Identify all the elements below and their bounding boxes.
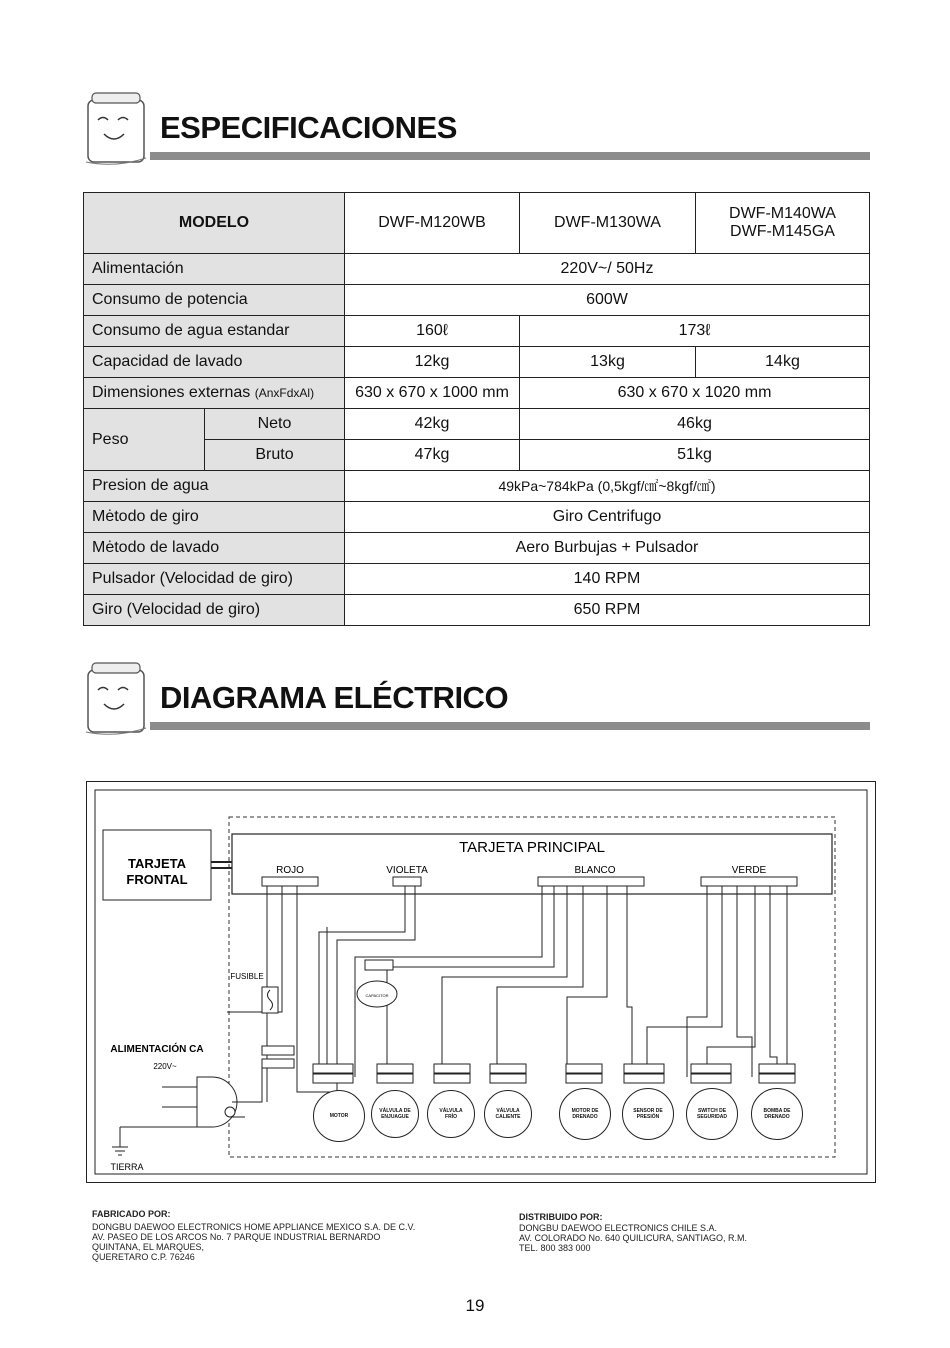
capacitor-label: CAPACITOR [365,993,389,998]
row-value: 14kg [696,347,870,378]
row-label: Consumo de agua estandar [84,316,345,347]
specs-divider [150,152,870,160]
component-label: SENSOR DE [633,1108,663,1114]
component-drain-motor [559,1088,611,1140]
table-row [84,316,870,347]
table-row [84,471,870,502]
row-label [84,378,345,409]
distributor-line: TEL. 800 383 000 [519,1243,591,1253]
row-label: Peso [84,409,205,471]
table-row [84,502,870,533]
fuse-label: FUSIBLE [230,972,264,981]
page-number: 19 [465,1296,485,1315]
specs-section-header [80,90,870,170]
manufacturer-line: DONGBU DAEWOO ELECTRONICS HOME APPLIANCE MEXICO S.A. DE C.V. [92,1222,416,1232]
table-row [84,533,870,564]
component-label: MOTOR DE [571,1108,599,1114]
row-value: Giro Centrifugo [345,502,870,533]
row-label: Alimentación [84,254,345,285]
row-label: Presion de agua [84,471,345,502]
component-motor [313,1090,365,1142]
component-label: VÁLVULA DE [379,1108,411,1114]
specs-table [83,192,870,626]
component-label: VÁLVULA [496,1108,520,1114]
manufacturer-line: QUERETARO C.P. 76246 [92,1252,195,1262]
row-value: 220V~/ 50Hz [345,254,870,285]
front-board-label: TARJETA [127,856,187,871]
row-label-text: Dimensiones externas [92,384,251,401]
model-name: DWF-M140WA [729,205,836,222]
power-label: ALIMENTACIÓN CA [110,1044,204,1055]
row-value: 140 RPM [345,564,870,595]
table-row [84,347,870,378]
distributor-info [519,1212,747,1253]
diagram-divider [150,722,870,730]
component-safety-switch [686,1088,738,1140]
model-cell: DWF-M120WB [345,193,520,254]
table-row [84,409,870,440]
row-label: Mėtodo de giro [84,502,345,533]
row-value: 630 x 670 x 1000 mm [345,378,520,409]
connector-label: VIOLETA [386,865,428,876]
ground-label: TIERRA [110,1162,144,1172]
washer-mascot-icon [82,90,150,166]
row-label: Consumo de potencia [84,285,345,316]
component-pressure-sensor [622,1088,674,1140]
row-sublabel: Neto [205,409,345,440]
diagram-title: DIAGRAMA ELÉCTRICO [160,680,509,715]
wiring-diagram [86,781,876,1183]
ground-icon [112,1127,128,1155]
table-row [84,595,870,626]
main-board-label: TARJETA PRINCIPAL [459,839,605,856]
component-label: PRESIÓN [636,1114,660,1120]
row-label: Capacidad de lavado [84,347,345,378]
model-name: DWF-M145GA [730,223,835,240]
row-value: 13kg [520,347,696,378]
row-value: 49kPa~784kPa (0,5kgf/㎠~8kgf/㎠) [345,471,870,502]
table-row [84,254,870,285]
row-value: 47kg [345,440,520,471]
table-row [84,564,870,595]
distributor-line: AV. COLORADO No. 640 QUILICURA, SANTIAGO, R.M. [519,1233,748,1243]
table-row [84,285,870,316]
distributor-line: DONGBU DAEWOO ELECTRONICS CHILE S.A. [519,1223,718,1233]
component-label: DRENADO [764,1114,790,1120]
specs-title: ESPECIFICACIONES [160,110,457,145]
connector-label: VERDE [731,865,767,876]
row-value: 650 RPM [345,595,870,626]
row-value: 630 x 670 x 1020 mm [520,378,870,409]
row-value: 42kg [345,409,520,440]
row-value: 51kg [520,440,870,471]
washer-mascot-icon [82,660,150,736]
distributor-title: DISTRIBUIDO POR: [519,1212,603,1222]
front-board-label: FRONTAL [126,872,188,887]
row-value: 160ℓ [345,316,520,347]
model-header: MODELO [84,193,345,254]
row-label: Pulsador (Velocidad de giro) [84,564,345,595]
row-sublabel: Bruto [205,440,345,471]
component-rinse-valve [371,1090,419,1138]
component-drain-pump [751,1088,803,1140]
power-voltage-label: 220V~ [153,1062,177,1071]
row-value: Aero Burbujas + Pulsador [345,533,870,564]
power-plug-icon [197,1077,237,1127]
table-header-row [84,193,870,254]
row-label: Giro (Velocidad de giro) [84,595,345,626]
component-label: SEGURIDAD [696,1114,727,1120]
component-label: ENJUAGUE [381,1114,409,1120]
component-label: CALIENTE [495,1114,521,1120]
model-cell [696,193,870,254]
row-value: 46kg [520,409,870,440]
connector-label: BLANCO [574,865,616,876]
component-label: VÁLVULA [439,1108,463,1114]
manufacturer-info [92,1209,415,1262]
component-label: BOMBA DE [763,1108,791,1114]
row-value: 12kg [345,347,520,378]
component-hot-valve [484,1090,532,1138]
row-label-unit: (AnxFdxAl) [254,386,315,400]
manufacturer-title: FABRICADO POR: [92,1209,171,1219]
table-row [84,378,870,409]
diagram-section-header [80,660,870,740]
manufacturer-line: AV. PASEO DE LOS ARCOS No. 7 PARQUE INDUSTRIAL BERNARDO [92,1232,381,1242]
row-value: 600W [345,285,870,316]
row-value: 173ℓ [520,316,870,347]
model-cell: DWF-M130WA [520,193,696,254]
component-label: SWITCH DE [697,1108,727,1114]
component-cold-valve [427,1090,475,1138]
connector-label: ROJO [276,865,304,876]
manufacturer-line: QUINTANA, EL MARQUES, [92,1242,205,1252]
row-label: Mėtodo de lavado [84,533,345,564]
component-label: FRÍO [445,1114,457,1120]
component-label: MOTOR [329,1113,349,1119]
component-label: DRENADO [572,1114,598,1120]
